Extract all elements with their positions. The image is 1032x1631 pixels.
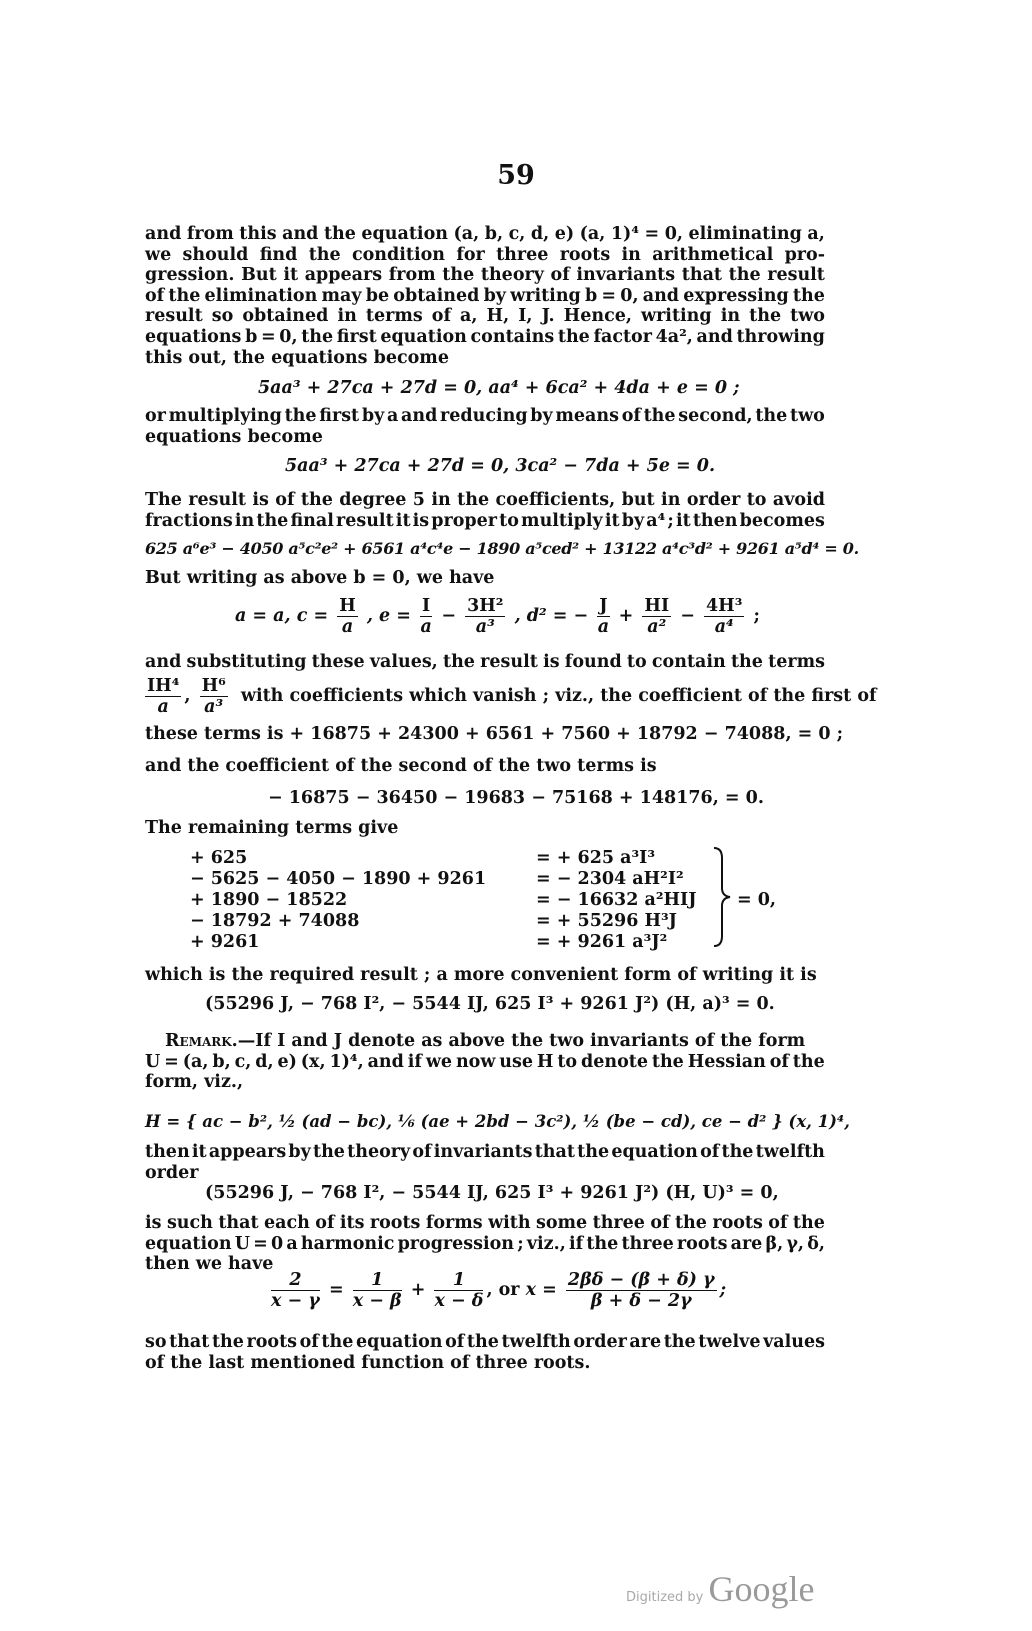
operator: + <box>618 606 634 626</box>
text-line: equation U = 0 a harmonic progression ; viz., if the three roots are β, γ, δ, <box>145 1233 825 1254</box>
numerator: IH⁴ <box>147 676 180 696</box>
equation-7: H = { ac − b², ½ (ad − bc), ⅙ (ae + 2bd − 3c²), ½ (be − cd), ce − d² } (x, 1)⁴, <box>145 1112 850 1131</box>
numerator: H <box>339 596 356 616</box>
term-rhs: = + 625 a³I³ <box>536 848 655 868</box>
equation-1: 5aa³ + 27ca + 27d = 0, aa⁴ + 6ca² + 4da + e = 0 ; <box>258 378 740 398</box>
eq-lhs: a = a, c = <box>235 606 329 626</box>
numerator: J <box>599 596 608 616</box>
text-line: order <box>145 1162 199 1183</box>
operator: x = <box>525 1280 557 1300</box>
paragraph-degree <box>145 490 825 531</box>
equation-2: 5aa³ + 27ca + 27d = 0, 3ca² − 7da + 5e = 0. <box>285 456 716 476</box>
text-line: this out, the equations become <box>145 347 449 368</box>
fraction <box>353 1270 402 1311</box>
fraction <box>566 1270 717 1311</box>
text-line: we should find the condition for three roots in arithmetical pro- <box>145 244 825 265</box>
numerator: 3H² <box>467 596 504 616</box>
numerator: HI <box>644 596 670 616</box>
text: —If I and J denote as above the two invariants of the form <box>237 1031 806 1051</box>
fraction <box>434 1270 483 1311</box>
right-brace-icon <box>712 846 734 948</box>
equation-8: (55296 J, − 768 I², − 5544 IJ, 625 I³ + 9261 J²) (H, U)³ = 0, <box>205 1183 779 1203</box>
operator: ; <box>719 1280 727 1300</box>
text-line: then it appears by the theory of invariants that the equation of the twelfth <box>145 1142 825 1162</box>
term-rhs: = − 2304 aH²I² <box>536 869 684 889</box>
text-line: The remaining terms give <box>145 818 399 838</box>
denominator: a² <box>647 617 667 637</box>
paragraph-multiplying <box>145 406 825 447</box>
text-line: result so obtained in terms of a, H, I, J. Hence, writing in the two <box>145 306 825 327</box>
watermark-prefix: Digitized by <box>626 1590 704 1605</box>
numerator: H⁶ <box>201 676 226 696</box>
fraction <box>642 596 671 637</box>
brace-result: = 0, <box>737 890 777 910</box>
text-line: gression. But it appears from the theory of invariants that the result <box>145 265 825 286</box>
numerator: 1 <box>434 1270 483 1291</box>
denominator: a <box>597 617 610 637</box>
denominator: a⁴ <box>714 617 734 637</box>
paragraph-writing <box>145 568 825 589</box>
paragraph-elimination <box>145 224 825 368</box>
term-lhs: + 9261 <box>190 932 260 952</box>
google-logo: Google <box>708 1569 815 1609</box>
text-line: of the elimination may be obtained by writing b = 0, and expressing the <box>145 285 825 306</box>
text: , or <box>486 1280 520 1300</box>
text-line: and the coefficient of the second of the two terms is <box>145 756 657 776</box>
fraction <box>271 1270 320 1311</box>
operator: = <box>328 1280 344 1300</box>
text-line: these terms is + 16875 + 24300 + 6561 + 7560 + 18792 − 74088, = 0 ; <box>145 724 844 744</box>
denominator: a <box>157 697 169 717</box>
operator: − <box>680 606 695 626</box>
term-rhs: = + 9261 a³J² <box>536 932 668 952</box>
paragraph-harmonic <box>145 1213 825 1275</box>
equation-9 <box>268 1270 726 1311</box>
numerator: 2βδ − (β + δ) γ <box>567 1270 715 1290</box>
equation-3: 625 a⁶e³ − 4050 a⁵c²e² + 6561 a⁴c⁴e − 1890 a⁵ced² + 13122 a⁴c³d² + 9261 a⁵d⁴ = 0. <box>145 539 859 558</box>
fraction <box>337 596 358 637</box>
equation-4 <box>235 596 760 637</box>
paragraph-required <box>145 965 825 986</box>
denominator: x − γ <box>271 1291 320 1311</box>
paragraph-remaining <box>145 818 825 839</box>
text-line: which is the required result ; a more convenient form of writing it is <box>145 965 817 985</box>
numerator: 2 <box>271 1270 320 1291</box>
text-line: fractions in the final result it is proper to multiply it by a⁴ ; it then becomes <box>145 510 825 531</box>
eq-part: , d² = − <box>514 606 589 626</box>
numerator: 1 <box>353 1270 402 1291</box>
text-line: and substituting these values, the result is found to contain the terms <box>145 652 825 672</box>
denominator: a³ <box>475 617 495 637</box>
denominator: a <box>420 617 432 637</box>
equation-6: (55296 J, − 768 I², − 5544 IJ, 625 I³ + 9261 J²) (H, a)³ = 0. <box>205 994 775 1014</box>
fraction <box>145 676 181 717</box>
term-lhs: − 5625 − 4050 − 1890 + 9261 <box>190 869 487 889</box>
text-line: But writing as above b = 0, we have <box>145 568 495 588</box>
terms-line: $\frac{\text{IH⁴}}{a}$ , $\frac{\text{H⁶}}{\text{a³}}$ with coefficients which vanish ; viz., the coefficient of the first of <box>147 676 877 717</box>
numerator: 4H³ <box>706 596 743 616</box>
text-line: of the last mentioned function of three roots. <box>145 1352 591 1373</box>
digitized-watermark <box>626 1568 814 1610</box>
text-line: form, viz., <box>145 1072 244 1093</box>
text-line: equations become <box>145 426 323 447</box>
fraction <box>465 596 505 637</box>
equation-5: − 16875 − 36450 − 19683 − 75168 + 148176, = 0. <box>268 788 764 808</box>
operator: ; <box>753 606 760 626</box>
denominator: x − β <box>352 1291 402 1311</box>
operator: − <box>441 606 456 626</box>
paragraph-conclusion <box>145 1332 825 1373</box>
term-lhs: + 625 <box>190 848 248 868</box>
text-line <box>145 1031 825 1052</box>
text-line: equations b = 0, the first equation contains the factor 4a², and throwing <box>145 326 825 347</box>
fraction <box>200 676 228 717</box>
denominator: a³ <box>204 697 224 717</box>
paragraph-second <box>145 756 825 777</box>
paragraph-substituting <box>145 652 825 673</box>
denominator: x − δ <box>434 1291 484 1311</box>
term-rhs: = − 16632 a²HIJ <box>536 890 697 910</box>
eq-part: , e = <box>366 606 411 626</box>
paragraph-twelfth <box>145 1142 825 1183</box>
text-line: U = (a, b, c, d, e) (x, 1)⁴, and if we now use H to denote the Hessian of the <box>145 1051 825 1072</box>
fraction <box>420 596 432 637</box>
fraction <box>704 596 744 637</box>
page-number: 59 <box>497 160 535 191</box>
text-line: with coefficients which vanish ; viz., the coefficient of the first of <box>240 686 877 706</box>
denominator: a <box>341 617 354 637</box>
text-line: so that the roots of the equation of the twelfth order are the twelve values <box>145 1332 825 1352</box>
denominator: β + δ − 2γ <box>590 1291 692 1311</box>
text-line: then we have <box>145 1254 274 1275</box>
paragraph-coefficients <box>145 724 844 745</box>
operator: + <box>410 1280 426 1300</box>
text-line: is such that each of its roots forms with some three of the roots of the <box>145 1213 825 1233</box>
numerator: I <box>422 596 431 616</box>
fraction <box>597 596 609 637</box>
paragraph-remark <box>145 1031 825 1093</box>
term-lhs: + 1890 − 18522 <box>190 890 348 910</box>
term-lhs: − 18792 + 74088 <box>190 911 360 931</box>
text-line: or multiplying the first by a and reducing by means of the second, the two <box>145 406 825 426</box>
text-line: and from this and the equation (a, b, c, d, e) (a, 1)⁴ = 0, eliminating a, <box>145 224 825 244</box>
remark-label: Remark. <box>165 1031 238 1051</box>
term-rhs: = + 55296 H³J <box>536 911 677 931</box>
text-line: The result is of the degree 5 in the coefficients, but in order to avoid <box>145 490 825 510</box>
